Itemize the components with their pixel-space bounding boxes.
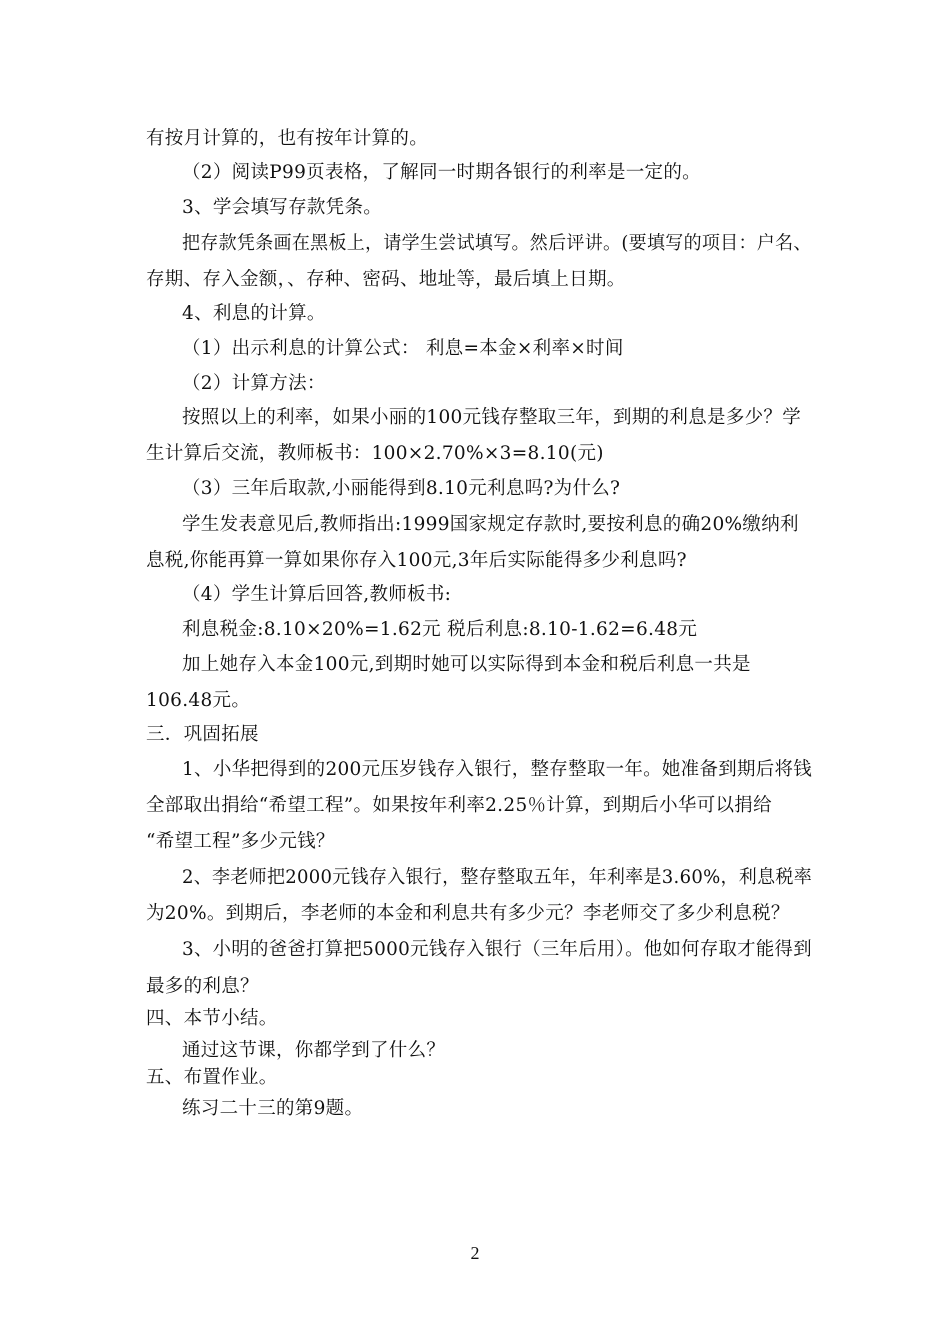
text-line: 有按月计算的，也有按年计算的。 — [146, 128, 429, 149]
text-line: 4、利息的计算。 — [182, 303, 326, 324]
text-line: （2）计算方法： — [182, 373, 326, 394]
text-line: （3）三年后取款,小丽能得到8.10元利息吗?为什么? — [182, 478, 621, 499]
text-line: 存期、存入金额，、存种、密码、地址等，最后填上日期。 — [146, 269, 626, 290]
text-line: 利息税金:8.10×20%=1.62元 税后利息:8.10-1.62=6.48元 — [182, 619, 698, 640]
text-line: 106.48元。 — [146, 690, 251, 711]
section-heading: 三．巩固拓展 — [146, 724, 259, 745]
text-line: 最多的利息？ — [146, 976, 259, 997]
text-line: 练习二十三的第9题。 — [182, 1098, 364, 1119]
text-line: 全部取出捐给“希望工程”。如果按年利率2.25％计算，到期后小华可以捐给 — [146, 795, 772, 816]
text-line: 生计算后交流，教师板书：100×2.70%×3=8.10(元) — [146, 443, 604, 464]
text-line: 为20%。到期后，李老师的本金和利息共有多少元？李老师交了多少利息税？ — [146, 903, 790, 924]
text-line: 把存款凭条画在黑板上，请学生尝试填写。然后评讲。(要填写的项目：户名、 — [182, 233, 812, 254]
text-line: （1）出示利息的计算公式： 利息=本金×利率×时间 — [182, 338, 624, 359]
text-line: 按照以上的利率，如果小丽的100元钱存整取三年，到期的利息是多少？学 — [182, 407, 802, 428]
text-line: 息税,你能再算一算如果你存入100元,3年后实际能得多少利息吗? — [146, 550, 687, 571]
section-heading: 四、本节小结。 — [146, 1008, 278, 1029]
text-line: 3、学会填写存款凭条。 — [182, 197, 383, 218]
text-line: 3、小明的爸爸打算把5000元钱存入银行（三年后用）。他如何存取才能得到 — [182, 939, 812, 960]
text-line: （4）学生计算后回答,教师板书: — [182, 584, 452, 605]
text-line: 2、李老师把2000元钱存入银行，整存整取五年，年利率是3.60%，利息税率 — [182, 867, 813, 888]
text-line: 1、小华把得到的200元压岁钱存入银行，整存整取一年。她准备到期后将钱 — [182, 759, 813, 780]
text-line: “希望工程”多少元钱？ — [146, 831, 335, 852]
text-line: 加上她存入本金100元,到期时她可以实际得到本金和税后利息一共是 — [182, 654, 751, 675]
text-line: （2）阅读P99页表格，了解同一时期各银行的利率是一定的。 — [182, 162, 701, 183]
page-number: 2 — [470, 1243, 480, 1263]
text-line: 通过这节课，你都学到了什么？ — [182, 1040, 446, 1061]
text-line: 学生发表意见后,教师指出:1999国家规定存款时,要按利息的确20%缴纳利 — [182, 514, 799, 535]
section-heading: 五、布置作业。 — [146, 1067, 278, 1088]
